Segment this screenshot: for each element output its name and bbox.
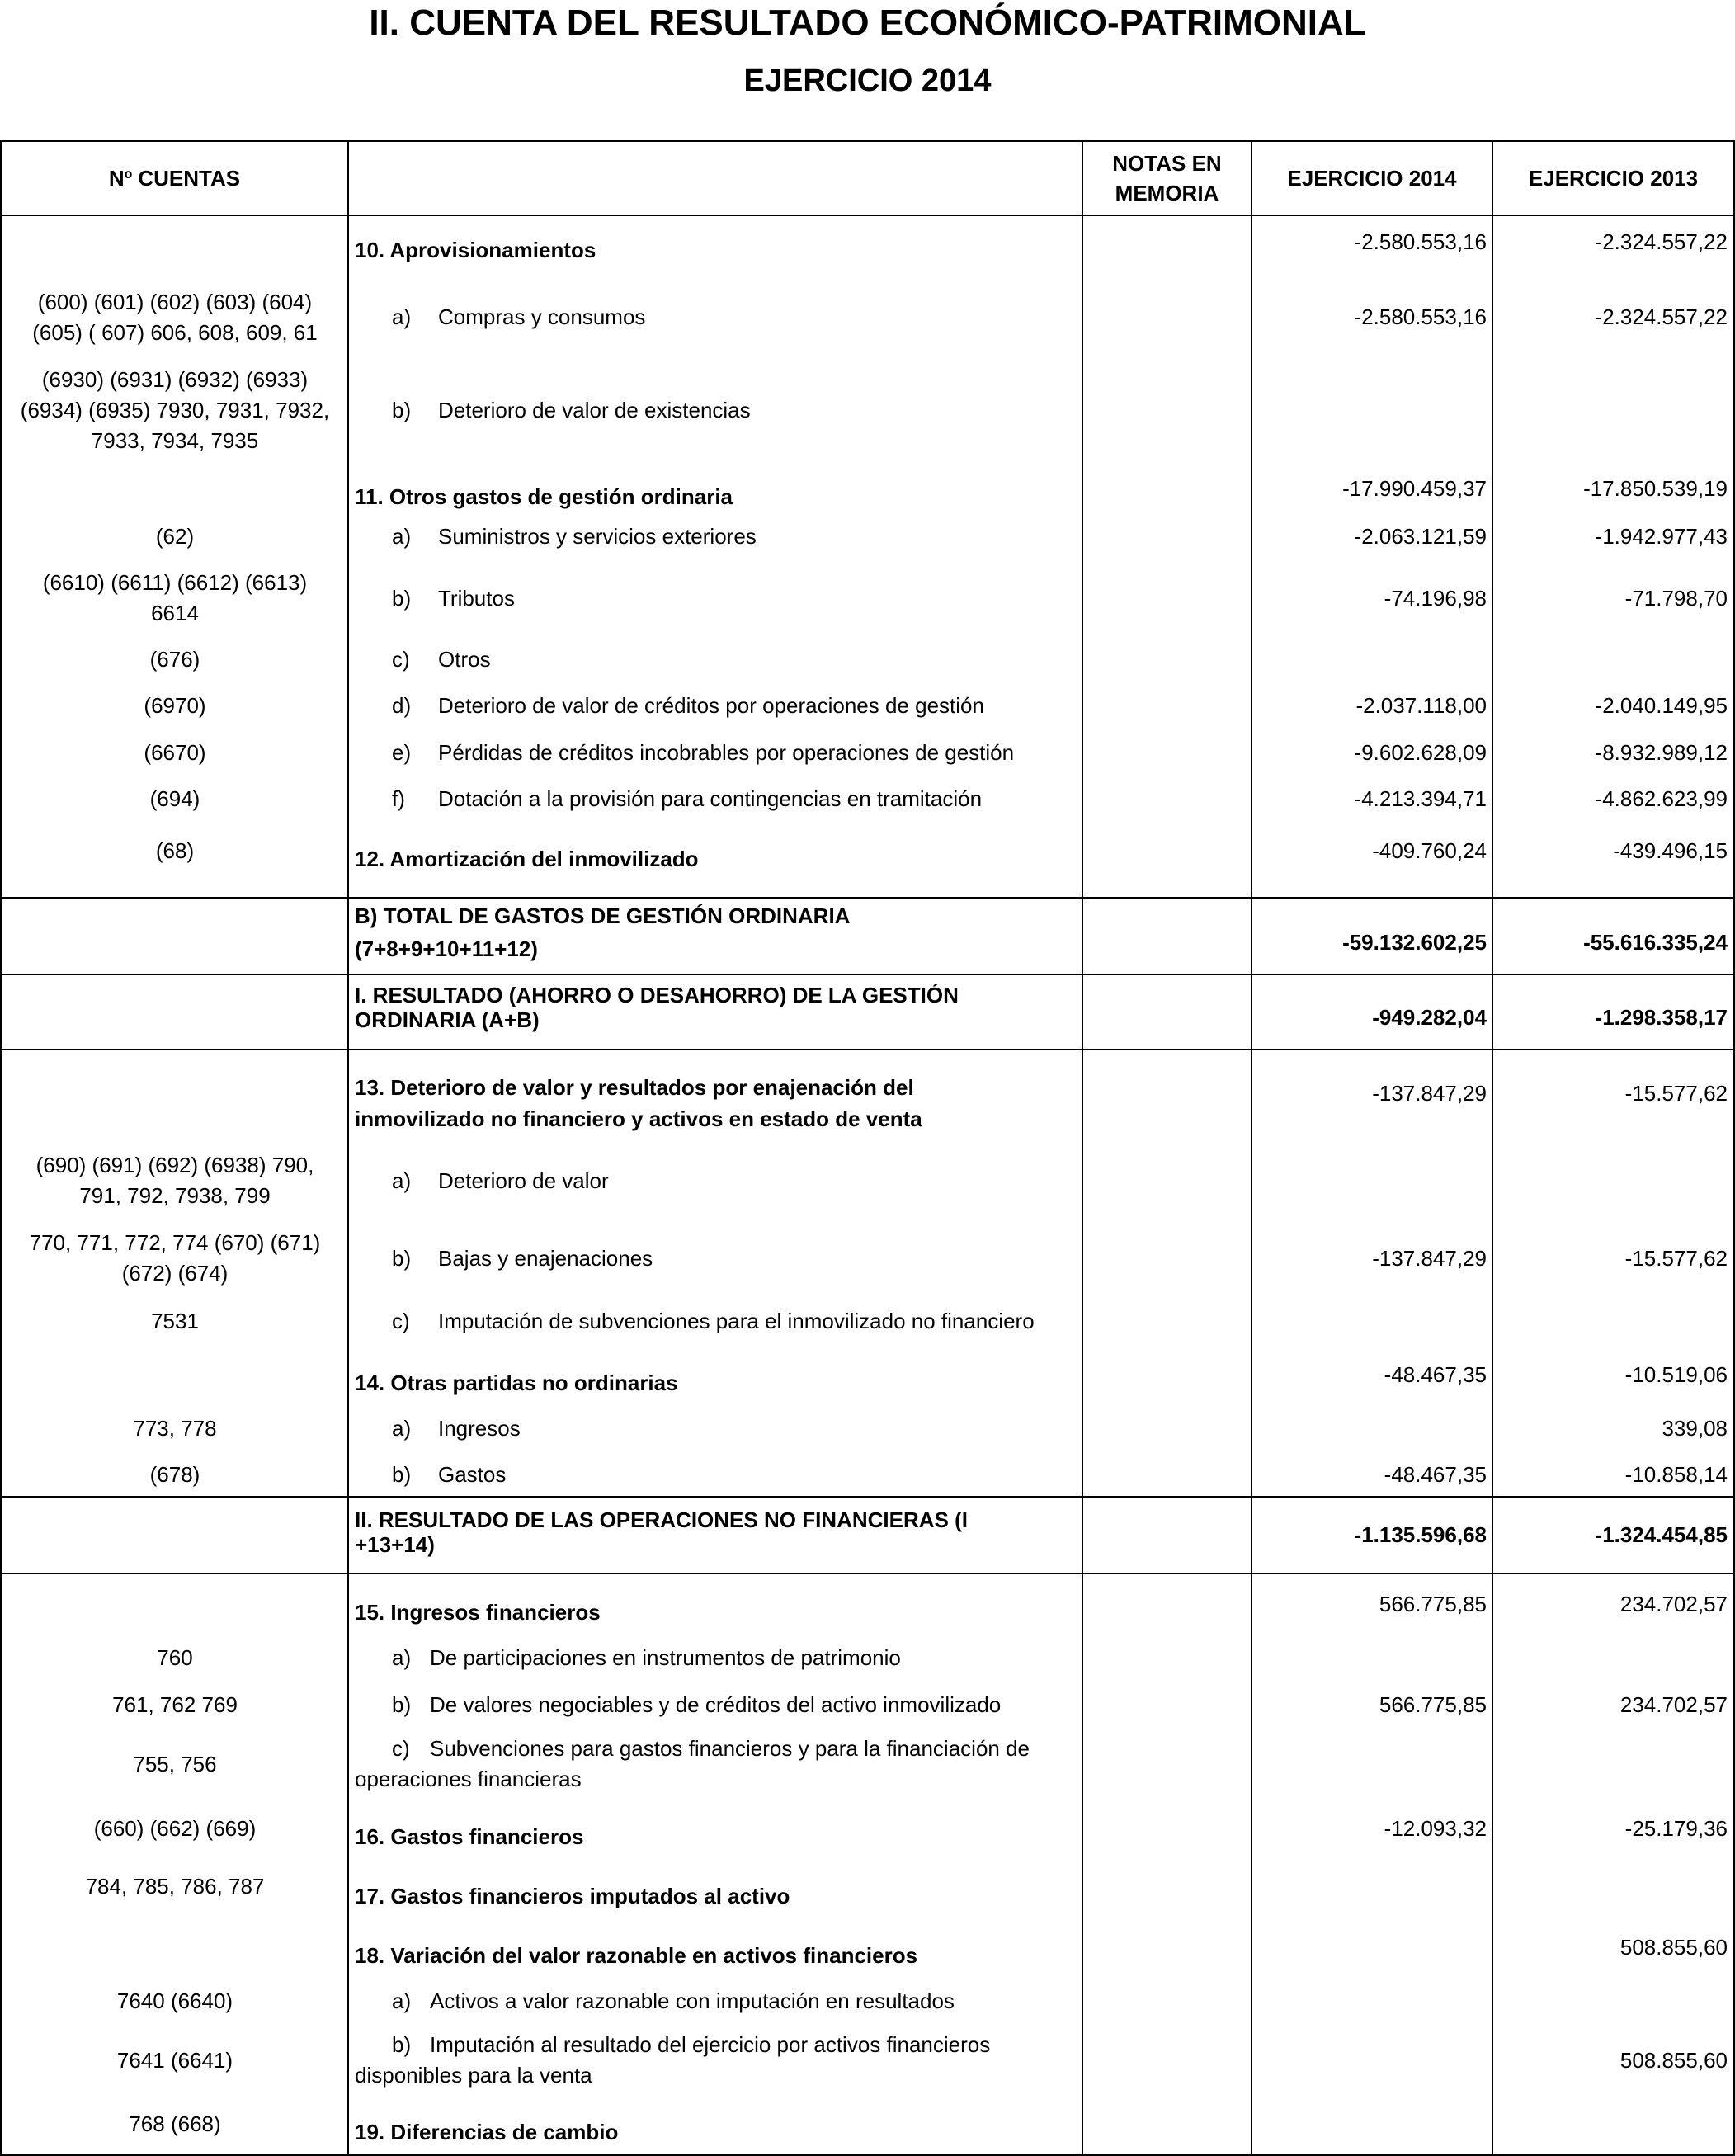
value-2013: -439.496,15 — [1613, 838, 1728, 863]
item-label: d) — [392, 693, 412, 718]
header-ejercicio-2014: EJERCICIO 2014 — [1287, 166, 1457, 191]
value-2014: -48.467,35 — [1384, 1362, 1487, 1387]
item-label: a) — [392, 304, 412, 329]
item-label: a) — [392, 1168, 412, 1193]
row-description: 11. Otros gastos de gestión ordinaria — [355, 484, 733, 509]
value-2013: -10.858,14 — [1624, 1462, 1728, 1487]
value-2013: -25.179,36 — [1624, 1816, 1728, 1841]
row-description: Deterioro de valor de existencias — [438, 398, 751, 422]
item-label: c) — [392, 1309, 410, 1333]
account-codes: 755, 756 — [133, 1752, 217, 1776]
account-codes: (678) — [149, 1462, 200, 1487]
header-cuentas: Nº CUENTAS — [108, 166, 241, 191]
account-codes: 7640 (6640) — [116, 1989, 233, 2013]
account-codes: 770, 771, 772, 774 (670) (671) — [29, 1230, 321, 1255]
value-2013: 234.702,57 — [1619, 1692, 1728, 1717]
row-description-cont: operaciones financieras — [355, 1767, 582, 1791]
row-description: inmovilizado no financiero y activos en estado de venta — [355, 1106, 922, 1131]
account-codes: (68) — [155, 838, 195, 863]
row-description: 13. Deterioro de valor y resultados por enajenación del — [355, 1075, 914, 1100]
value-2013: -2.040.149,95 — [1595, 693, 1728, 718]
row-description: Suministros y servicios exteriores — [438, 524, 757, 549]
value-2014: -4.213.394,71 — [1354, 786, 1487, 811]
row-divider — [0, 897, 1735, 899]
item-label: c) — [392, 647, 410, 672]
row-description: 18. Variación del valor razonable en activos financieros — [355, 1943, 918, 1968]
row-description: 16. Gastos financieros — [355, 1824, 584, 1849]
row-description: Compras y consumos — [438, 304, 646, 329]
value-2014: -74.196,98 — [1384, 586, 1487, 611]
item-label: a) — [392, 1416, 412, 1441]
item-label: c) — [392, 1736, 410, 1761]
value-2014: -2.037.118,00 — [1355, 693, 1487, 718]
value-2013: -1.324.454,85 — [1595, 1522, 1728, 1547]
account-codes: 768 (668) — [129, 2111, 221, 2136]
account-codes: 791, 792, 7938, 799 — [79, 1183, 271, 1208]
row-description-cont: disponibles para la venta — [355, 2063, 592, 2088]
row-description: Imputación al resultado del ejercicio por activos financieros — [430, 2032, 991, 2057]
value-2013: 508.855,60 — [1619, 2048, 1728, 2073]
row-description: Deterioro de valor — [438, 1168, 609, 1193]
value-2013: -4.862.623,99 — [1595, 786, 1728, 811]
row-description: Gastos — [438, 1462, 507, 1487]
row-description: 15. Ingresos financieros — [355, 1600, 601, 1625]
account-codes: 7531 — [151, 1309, 199, 1333]
row-description: Bajas y enajenaciones — [438, 1246, 653, 1271]
account-codes: 784, 785, 786, 787 — [85, 1874, 265, 1899]
header-notas-line2: MEMORIA — [1115, 181, 1219, 205]
account-codes: (676) — [149, 647, 200, 672]
item-label: e) — [392, 740, 412, 765]
account-codes: (690) (691) (692) (6938) 790, — [35, 1153, 314, 1177]
row-description: 12. Amortización del inmovilizado — [355, 847, 699, 871]
column-divider — [1251, 140, 1252, 2156]
row-description: De participaciones en instrumentos de patrimonio — [430, 1645, 901, 1670]
account-codes: (6970) — [144, 693, 206, 718]
account-codes: 6614 — [151, 601, 199, 625]
value-2014: -137.847,29 — [1372, 1081, 1487, 1106]
row-description: Pérdidas de créditos incobrables por operaciones de gestión — [438, 740, 1015, 765]
row-description: Subvenciones para gastos financieros y para la financiación de — [430, 1736, 1030, 1761]
value-2014: -1.135.596,68 — [1354, 1522, 1487, 1547]
item-label: b) — [392, 586, 412, 611]
row-description: B) TOTAL DE GASTOS DE GESTIÓN ORDINARIA — [355, 903, 851, 928]
row-description: 10. Aprovisionamientos — [355, 238, 596, 262]
account-codes: (6610) (6611) (6612) (6613) — [42, 570, 308, 595]
value-2013: -15.577,62 — [1624, 1246, 1728, 1271]
row-description: I. RESULTADO (AHORRO O DESAHORRO) DE LA GESTIÓN — [355, 983, 959, 1007]
value-2014: -949.282,04 — [1372, 1005, 1487, 1030]
row-divider — [0, 1573, 1735, 1574]
value-2013: -55.616.335,24 — [1583, 930, 1728, 955]
item-label: a) — [392, 1989, 412, 2013]
account-codes: (62) — [155, 524, 195, 549]
value-2013: -2.324.557,22 — [1595, 304, 1728, 329]
header-ejercicio-2013: EJERCICIO 2013 — [1528, 166, 1699, 191]
row-description: Dotación a la provisión para contingencias en tramitación — [438, 786, 983, 811]
value-2013: -17.850.539,19 — [1583, 476, 1728, 501]
value-2014: -137.847,29 — [1372, 1246, 1487, 1271]
column-divider — [1082, 140, 1083, 2156]
row-description: Ingresos — [438, 1416, 521, 1441]
row-description: 19. Diferencias de cambio — [355, 2120, 619, 2144]
value-2013: -1.298.358,17 — [1595, 1005, 1728, 1030]
account-codes: 761, 762 769 — [112, 1692, 238, 1717]
row-description: II. RESULTADO DE LAS OPERACIONES NO FINANCIERAS (I — [355, 1507, 968, 1532]
value-2014: -12.093,32 — [1384, 1816, 1487, 1841]
page-subtitle: EJERCICIO 2014 — [743, 64, 992, 98]
item-label: b) — [392, 1246, 412, 1271]
row-description: Deterioro de valor de créditos por operaciones de gestión — [438, 693, 984, 718]
value-2014: -2.580.553,16 — [1354, 304, 1487, 329]
account-codes: 773, 778 — [133, 1416, 217, 1441]
value-2013: -10.519,06 — [1624, 1362, 1728, 1387]
account-codes: (6934) (6935) 7930, 7931, 7932, — [20, 398, 330, 422]
header-notas-line1: NOTAS EN — [1112, 151, 1222, 176]
account-codes: (6670) — [144, 740, 206, 765]
value-2014: -2.580.553,16 — [1354, 229, 1487, 254]
row-description: Imputación de subvenciones para el inmovilizado no financiero — [438, 1309, 1035, 1333]
account-codes: (672) (674) — [121, 1261, 229, 1286]
column-divider — [1492, 140, 1493, 2156]
item-label: b) — [392, 398, 412, 422]
value-2013: -15.577,62 — [1624, 1081, 1728, 1106]
value-2013: -71.798,70 — [1624, 586, 1728, 611]
account-codes: 7641 (6641) — [116, 2048, 233, 2073]
value-2014: -48.467,35 — [1384, 1462, 1487, 1487]
value-2013: 339,08 — [1662, 1416, 1728, 1441]
account-codes: (660) (662) (669) — [93, 1816, 257, 1841]
account-codes: (605) ( 607) 606, 608, 609, 61 — [32, 320, 318, 345]
item-label: b) — [392, 1692, 412, 1717]
value-2014: -409.760,24 — [1372, 838, 1487, 863]
item-label: a) — [392, 1645, 412, 1670]
row-description: 14. Otras partidas no ordinarias — [355, 1370, 678, 1395]
row-description: 17. Gastos financieros imputados al activo — [355, 1884, 790, 1908]
item-label: b) — [392, 2032, 412, 2057]
item-label: a) — [392, 524, 412, 549]
account-codes: (6930) (6931) (6932) (6933) — [41, 367, 309, 392]
account-codes: 7933, 7934, 7935 — [91, 428, 259, 453]
account-codes: (600) (601) (602) (603) (604) — [37, 290, 313, 314]
item-label: f) — [392, 786, 405, 811]
row-description: ORDINARIA (A+B) — [355, 1007, 540, 1032]
row-divider — [0, 974, 1735, 975]
row-divider — [0, 215, 1735, 216]
row-divider — [0, 1049, 1735, 1050]
item-label: b) — [392, 1462, 412, 1487]
value-2014: 566.775,85 — [1379, 1592, 1487, 1616]
value-2013: 508.855,60 — [1619, 1935, 1728, 1960]
value-2014: -17.990.459,37 — [1342, 476, 1487, 501]
value-2013: 234.702,57 — [1619, 1592, 1728, 1616]
row-description: Tributos — [438, 586, 515, 611]
row-description: Otros — [438, 647, 491, 672]
header-notas — [1083, 142, 1251, 215]
value-2014: -9.602.628,09 — [1354, 740, 1487, 765]
account-codes: 760 — [157, 1645, 193, 1670]
value-2013: -8.932.989,12 — [1595, 740, 1728, 765]
value-2014: -2.063.121,59 — [1354, 524, 1487, 549]
row-description: Activos a valor razonable con imputación en resultados — [430, 1989, 955, 2013]
value-2013: -1.942.977,43 — [1595, 524, 1728, 549]
value-2014: 566.775,85 — [1379, 1692, 1487, 1717]
row-divider — [0, 1496, 1735, 1498]
page-title: II. CUENTA DEL RESULTADO ECONÓMICO-PATRIMONIAL — [369, 2, 1366, 43]
row-description: +13+14) — [355, 1532, 435, 1557]
value-2013: -2.324.557,22 — [1595, 229, 1728, 254]
results-table — [0, 140, 1735, 2156]
value-2014: -59.132.602,25 — [1342, 930, 1487, 955]
account-codes: (694) — [149, 786, 200, 811]
row-description: De valores negociables y de créditos del activo inmovilizado — [430, 1692, 1002, 1717]
row-description: (7+8+9+10+11+12) — [355, 936, 538, 961]
